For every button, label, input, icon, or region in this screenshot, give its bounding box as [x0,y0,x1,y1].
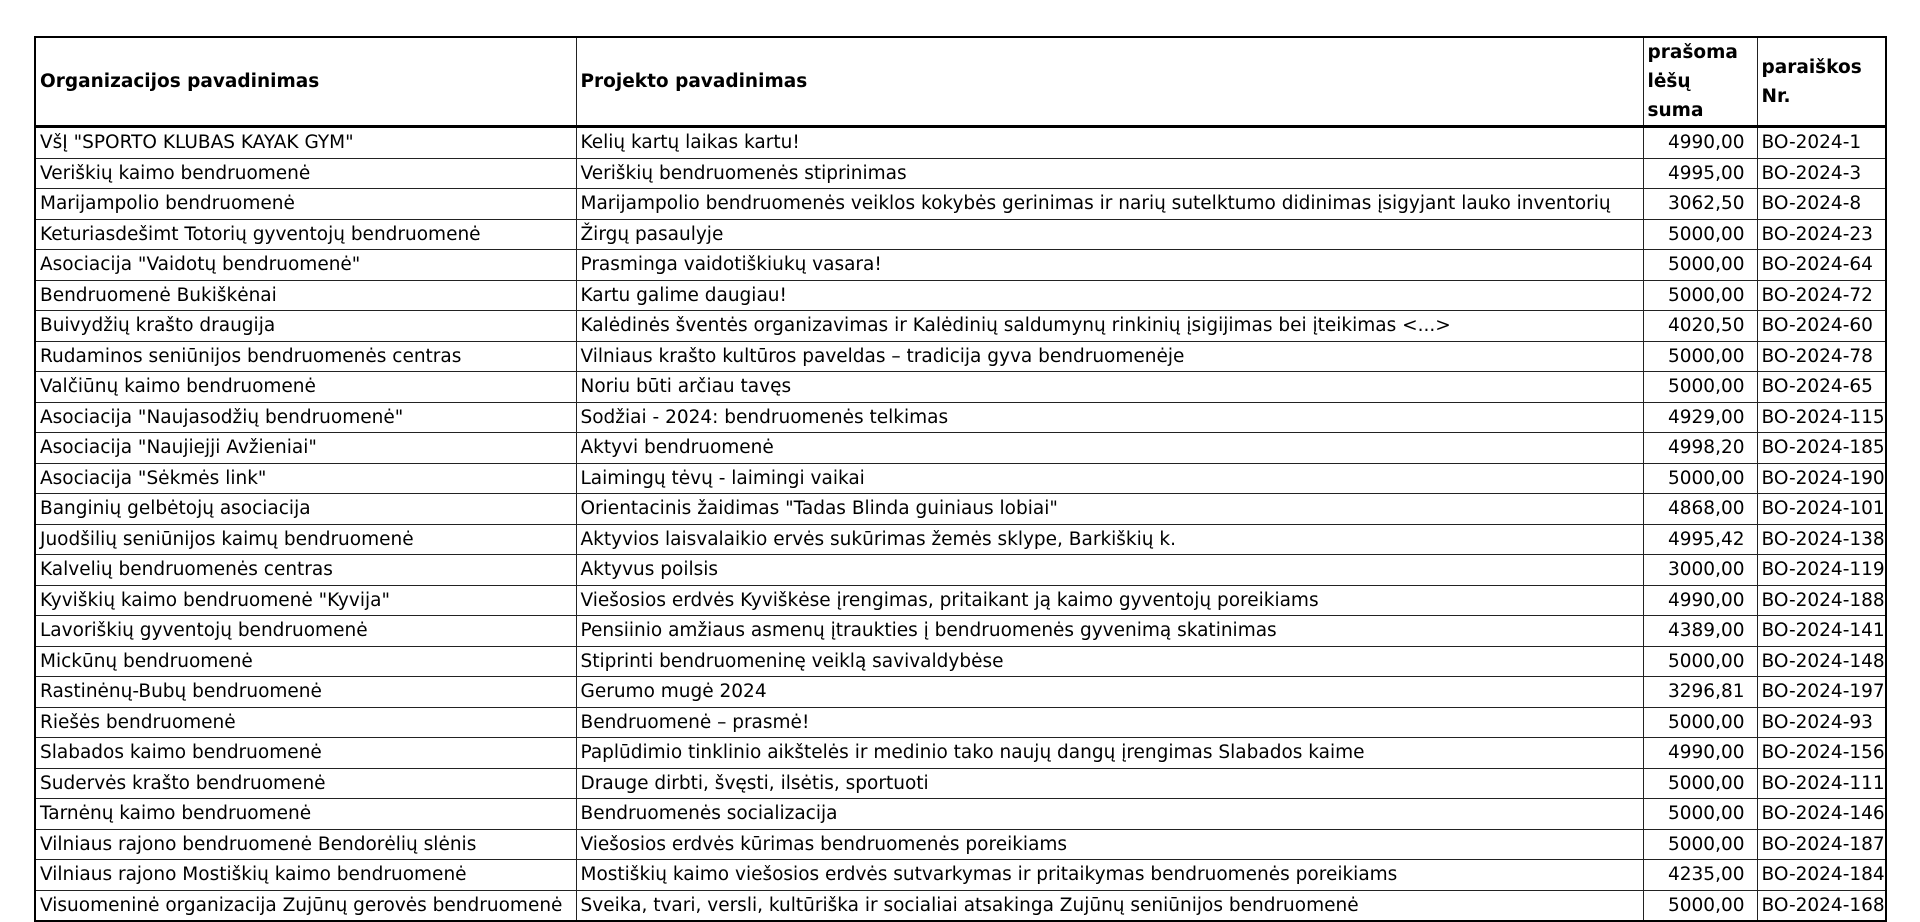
cell-organization: Asociacija "Naujasodžių bendruomenė" [35,402,576,433]
cell-project: Viešosios erdvės Kyviškėse įrengimas, pritaikant ją kaimo gyventojų poreikiams [576,585,1643,616]
cell-amount: 5000,00 [1643,280,1757,311]
cell-project: Sveika, tvari, versli, kultūriška ir socialiai atsakinga Zujūnų seniūnijos bendruomenė [576,890,1643,921]
cell-project: Aktyvi bendruomenė [576,433,1643,464]
cell-project: Prasminga vaidotiškiukų vasara! [576,250,1643,281]
cell-amount: 4990,00 [1643,738,1757,769]
cell-application-number: BO-2024-72 [1757,280,1886,311]
cell-organization: Rastinėnų-Bubų bendruomenė [35,677,576,708]
cell-amount: 4995,00 [1643,158,1757,189]
cell-amount: 5000,00 [1643,829,1757,860]
cell-project: Sodžiai - 2024: bendruomenės telkimas [576,402,1643,433]
cell-project: Kalėdinės šventės organizavimas ir Kalėdinių saldumynų rinkinių įsigijimas bei įteikimas <...> [576,311,1643,342]
cell-project: Stiprinti bendruomeninę veiklą savivaldybėse [576,646,1643,677]
cell-amount: 5000,00 [1643,463,1757,494]
cell-organization: Visuomeninė organizacija Zujūnų gerovės bendruomenė [35,890,576,921]
cell-organization: Buivydžių krašto draugija [35,311,576,342]
cell-application-number: BO-2024-187 [1757,829,1886,860]
cell-application-number: BO-2024-190 [1757,463,1886,494]
cell-application-number: BO-2024-185 [1757,433,1886,464]
cell-organization: Mickūnų bendruomenė [35,646,576,677]
cell-application-number: BO-2024-156 [1757,738,1886,769]
table-row [35,768,1886,799]
table-header-row [35,37,1886,127]
cell-application-number: BO-2024-148 [1757,646,1886,677]
cell-organization: VšĮ "SPORTO KLUBAS KAYAK GYM" [35,127,576,159]
cell-application-number: BO-2024-78 [1757,341,1886,372]
table-row [35,311,1886,342]
cell-project: Vilniaus krašto kultūros paveldas – tradicija gyva bendruomenėje [576,341,1643,372]
cell-organization: Asociacija "Sėkmės link" [35,463,576,494]
cell-amount: 5000,00 [1643,341,1757,372]
table-row [35,127,1886,159]
cell-application-number: BO-2024-168 [1757,890,1886,921]
cell-project: Laimingų tėvų - laimingi vaikai [576,463,1643,494]
cell-amount: 4995,42 [1643,524,1757,555]
cell-project: Kelių kartų laikas kartu! [576,127,1643,159]
cell-project: Paplūdimio tinklinio aikštelės ir medinio tako naujų dangų įrengimas Slabados kaime [576,738,1643,769]
cell-application-number: BO-2024-111 [1757,768,1886,799]
table-row [35,280,1886,311]
header-organization: Organizacijos pavadinimas [35,37,576,127]
table-row [35,738,1886,769]
cell-application-number: BO-2024-101 [1757,494,1886,525]
cell-application-number: BO-2024-93 [1757,707,1886,738]
table-row [35,402,1886,433]
cell-amount: 5000,00 [1643,799,1757,830]
cell-organization: Rudaminos seniūnijos bendruomenės centras [35,341,576,372]
cell-organization: Kalvelių bendruomenės centras [35,555,576,586]
table-row [35,250,1886,281]
header-application-number: paraiškos Nr. [1757,37,1886,127]
cell-organization: Marijampolio bendruomenė [35,189,576,220]
cell-organization: Asociacija "Vaidotų bendruomenė" [35,250,576,281]
cell-amount: 5000,00 [1643,372,1757,403]
cell-organization: Vilniaus rajono Mostiškių kaimo bendruomenė [35,860,576,891]
cell-amount: 5000,00 [1643,890,1757,921]
header-project: Projekto pavadinimas [576,37,1643,127]
cell-application-number: BO-2024-115 [1757,402,1886,433]
cell-organization: Keturiasdešimt Totorių gyventojų bendruomenė [35,219,576,250]
cell-organization: Sudervės krašto bendruomenė [35,768,576,799]
cell-amount: 4235,00 [1643,860,1757,891]
cell-project: Noriu būti arčiau tavęs [576,372,1643,403]
cell-project: Marijampolio bendruomenės veiklos kokybės gerinimas ir narių sutelktumo didinimas įsigyjant lauko inventorių [576,189,1643,220]
cell-application-number: BO-2024-141 [1757,616,1886,647]
cell-project: Aktyvus poilsis [576,555,1643,586]
cell-amount: 3000,00 [1643,555,1757,586]
cell-amount: 4929,00 [1643,402,1757,433]
table-row [35,707,1886,738]
cell-amount: 5000,00 [1643,768,1757,799]
table-row [35,433,1886,464]
cell-amount: 4998,20 [1643,433,1757,464]
cell-organization: Valčiūnų kaimo bendruomenė [35,372,576,403]
cell-application-number: BO-2024-65 [1757,372,1886,403]
grants-table [34,36,1887,922]
table-row [35,341,1886,372]
cell-organization: Asociacija "Naujiejji Avžieniai" [35,433,576,464]
cell-project: Orientacinis žaidimas "Tadas Blinda guiniaus lobiai" [576,494,1643,525]
table-row [35,585,1886,616]
cell-organization: Slabados kaimo bendruomenė [35,738,576,769]
cell-amount: 5000,00 [1643,646,1757,677]
table-row [35,158,1886,189]
cell-application-number: BO-2024-8 [1757,189,1886,220]
cell-application-number: BO-2024-146 [1757,799,1886,830]
cell-amount: 4990,00 [1643,127,1757,159]
cell-organization: Banginių gelbėtojų asociacija [35,494,576,525]
cell-organization: Riešės bendruomenė [35,707,576,738]
cell-application-number: BO-2024-188 [1757,585,1886,616]
cell-organization: Lavoriškių gyventojų bendruomenė [35,616,576,647]
cell-organization: Vilniaus rajono bendruomenė Bendorėlių slėnis [35,829,576,860]
cell-application-number: BO-2024-197 [1757,677,1886,708]
cell-application-number: BO-2024-64 [1757,250,1886,281]
cell-project: Pensiinio amžiaus asmenų įtraukties į bendruomenės gyvenimą skatinimas [576,616,1643,647]
table-row [35,890,1886,921]
table-row [35,372,1886,403]
cell-project: Kartu galime daugiau! [576,280,1643,311]
cell-organization: Tarnėnų kaimo bendruomenė [35,799,576,830]
cell-amount: 3062,50 [1643,189,1757,220]
table-row [35,646,1886,677]
table-row [35,677,1886,708]
cell-amount: 5000,00 [1643,250,1757,281]
cell-project: Aktyvios laisvalaikio ervės sukūrimas žemės sklype, Barkiškių k. [576,524,1643,555]
cell-project: Viešosios erdvės kūrimas bendruomenės poreikiams [576,829,1643,860]
table-row [35,189,1886,220]
cell-organization: Juodšilių seniūnijos kaimų bendruomenė [35,524,576,555]
header-requested-amount: prašoma lėšų suma [1643,37,1757,127]
cell-application-number: BO-2024-60 [1757,311,1886,342]
cell-application-number: BO-2024-1 [1757,127,1886,159]
cell-project: Bendruomenė – prasmė! [576,707,1643,738]
table-row [35,616,1886,647]
cell-project: Gerumo mugė 2024 [576,677,1643,708]
table-row [35,524,1886,555]
cell-project: Veriškių bendruomenės stiprinimas [576,158,1643,189]
cell-organization: Kyviškių kaimo bendruomenė "Kyvija" [35,585,576,616]
cell-amount: 4868,00 [1643,494,1757,525]
cell-amount: 5000,00 [1643,219,1757,250]
cell-project: Žirgų pasaulyje [576,219,1643,250]
cell-project: Mostiškių kaimo viešosios erdvės sutvarkymas ir pritaikymas bendruomenės poreikiams [576,860,1643,891]
cell-amount: 3296,81 [1643,677,1757,708]
cell-application-number: BO-2024-3 [1757,158,1886,189]
cell-amount: 5000,00 [1643,707,1757,738]
table-row [35,829,1886,860]
table-row [35,219,1886,250]
table-row [35,494,1886,525]
cell-application-number: BO-2024-138 [1757,524,1886,555]
cell-amount: 4020,50 [1643,311,1757,342]
cell-amount: 4389,00 [1643,616,1757,647]
table-row [35,555,1886,586]
cell-organization: Bendruomenė Bukiškėnai [35,280,576,311]
cell-amount: 4990,00 [1643,585,1757,616]
cell-application-number: BO-2024-184 [1757,860,1886,891]
table-row [35,463,1886,494]
cell-organization: Veriškių kaimo bendruomenė [35,158,576,189]
table-row [35,799,1886,830]
cell-project: Drauge dirbti, švęsti, ilsėtis, sportuoti [576,768,1643,799]
cell-project: Bendruomenės socializacija [576,799,1643,830]
cell-application-number: BO-2024-23 [1757,219,1886,250]
table-row [35,860,1886,891]
cell-application-number: BO-2024-119 [1757,555,1886,586]
